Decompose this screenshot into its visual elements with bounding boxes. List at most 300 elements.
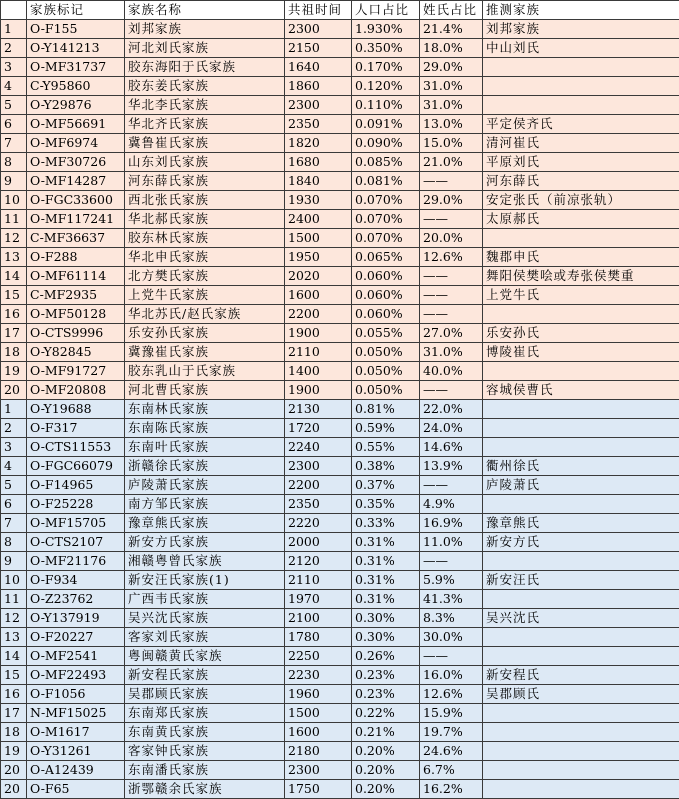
cell-surname-share: —— bbox=[420, 552, 483, 571]
cell-clan-code: O-F20227 bbox=[27, 628, 125, 647]
cell-clan-name: 东南潘氏家族 bbox=[125, 761, 285, 780]
cell-clan-code: O-MF50128 bbox=[27, 305, 125, 324]
cell-population-share: 0.050% bbox=[352, 343, 420, 362]
header-inferred-clan: 推测家族 bbox=[483, 1, 679, 20]
table-row bbox=[1, 324, 679, 343]
cell-rank: 20 bbox=[1, 381, 27, 400]
cell-rank: 17 bbox=[1, 324, 27, 343]
table-row bbox=[1, 590, 679, 609]
cell-inferred-clan bbox=[483, 438, 679, 457]
header-clan-name: 家族名称 bbox=[125, 1, 285, 20]
cell-common-ancestor-time: 2200 bbox=[285, 305, 352, 324]
cell-clan-code: O-MF2541 bbox=[27, 647, 125, 666]
cell-surname-share: 29.0% bbox=[420, 191, 483, 210]
cell-clan-code: O-F14965 bbox=[27, 476, 125, 495]
cell-population-share: 0.37% bbox=[352, 476, 420, 495]
cell-clan-name: 豫章熊氏家族 bbox=[125, 514, 285, 533]
cell-rank: 9 bbox=[1, 172, 27, 191]
cell-common-ancestor-time: 1780 bbox=[285, 628, 352, 647]
cell-common-ancestor-time: 1500 bbox=[285, 229, 352, 248]
cell-rank: 15 bbox=[1, 286, 27, 305]
cell-surname-share: 12.6% bbox=[420, 248, 483, 267]
table-row bbox=[1, 704, 679, 723]
cell-inferred-clan bbox=[483, 495, 679, 514]
cell-population-share: 0.090% bbox=[352, 134, 420, 153]
cell-population-share: 0.23% bbox=[352, 666, 420, 685]
cell-common-ancestor-time: 1720 bbox=[285, 419, 352, 438]
cell-clan-name: 北方樊氏家族 bbox=[125, 267, 285, 286]
cell-rank: 16 bbox=[1, 305, 27, 324]
cell-clan-name: 上党牛氏家族 bbox=[125, 286, 285, 305]
cell-clan-name: 新安程氏家族 bbox=[125, 666, 285, 685]
cell-clan-code: O-F317 bbox=[27, 419, 125, 438]
cell-surname-share: 13.0% bbox=[420, 115, 483, 134]
table-row bbox=[1, 495, 679, 514]
cell-surname-share: 4.9% bbox=[420, 495, 483, 514]
cell-clan-code: O-MF20808 bbox=[27, 381, 125, 400]
cell-inferred-clan bbox=[483, 704, 679, 723]
cell-clan-code: O-Y141213 bbox=[27, 39, 125, 58]
cell-clan-code: O-MF61114 bbox=[27, 267, 125, 286]
cell-rank: 19 bbox=[1, 362, 27, 381]
table-row bbox=[1, 533, 679, 552]
cell-inferred-clan bbox=[483, 628, 679, 647]
cell-population-share: 0.30% bbox=[352, 628, 420, 647]
cell-clan-code: O-Y19688 bbox=[27, 400, 125, 419]
cell-clan-name: 胶东姜氏家族 bbox=[125, 77, 285, 96]
cell-clan-code: O-F934 bbox=[27, 571, 125, 590]
cell-common-ancestor-time: 2110 bbox=[285, 343, 352, 362]
cell-clan-code: O-MF30726 bbox=[27, 153, 125, 172]
cell-inferred-clan: 新安方氏 bbox=[483, 533, 679, 552]
cell-clan-name: 东南郑氏家族 bbox=[125, 704, 285, 723]
cell-population-share: 0.20% bbox=[352, 780, 420, 799]
cell-clan-name: 刘邦家族 bbox=[125, 20, 285, 39]
cell-clan-code: O-MF91727 bbox=[27, 362, 125, 381]
cell-rank: 3 bbox=[1, 58, 27, 77]
cell-clan-name: 山东刘氏家族 bbox=[125, 153, 285, 172]
cell-surname-share: 14.6% bbox=[420, 438, 483, 457]
cell-common-ancestor-time: 1950 bbox=[285, 248, 352, 267]
cell-rank: 19 bbox=[1, 742, 27, 761]
cell-surname-share: 31.0% bbox=[420, 77, 483, 96]
cell-population-share: 0.060% bbox=[352, 305, 420, 324]
table-row bbox=[1, 571, 679, 590]
cell-surname-share: 16.9% bbox=[420, 514, 483, 533]
table-row bbox=[1, 343, 679, 362]
cell-surname-share: 30.0% bbox=[420, 628, 483, 647]
cell-population-share: 0.070% bbox=[352, 229, 420, 248]
cell-inferred-clan: 舞阳侯樊哙或寿张侯樊重 bbox=[483, 267, 679, 286]
cell-population-share: 0.38% bbox=[352, 457, 420, 476]
cell-surname-share: 24.0% bbox=[420, 419, 483, 438]
cell-common-ancestor-time: 1960 bbox=[285, 685, 352, 704]
cell-clan-code: O-Z23762 bbox=[27, 590, 125, 609]
cell-clan-name: 广西韦氏家族 bbox=[125, 590, 285, 609]
cell-clan-code: O-Y29876 bbox=[27, 96, 125, 115]
header-rank bbox=[1, 1, 27, 20]
cell-rank: 20 bbox=[1, 780, 27, 799]
table-row bbox=[1, 305, 679, 324]
cell-inferred-clan bbox=[483, 761, 679, 780]
cell-population-share: 0.081% bbox=[352, 172, 420, 191]
cell-population-share: 0.31% bbox=[352, 571, 420, 590]
cell-rank: 20 bbox=[1, 761, 27, 780]
cell-rank: 5 bbox=[1, 96, 27, 115]
cell-inferred-clan bbox=[483, 77, 679, 96]
cell-rank: 10 bbox=[1, 571, 27, 590]
cell-clan-code: O-MF22493 bbox=[27, 666, 125, 685]
cell-rank: 11 bbox=[1, 590, 27, 609]
cell-clan-name: 新安汪氏家族(1) bbox=[125, 571, 285, 590]
cell-inferred-clan: 博陵崔氏 bbox=[483, 343, 679, 362]
cell-clan-name: 东南叶氏家族 bbox=[125, 438, 285, 457]
cell-population-share: 0.110% bbox=[352, 96, 420, 115]
cell-clan-name: 浙鄂赣余氏家族 bbox=[125, 780, 285, 799]
cell-clan-name: 胶东乳山于氏家族 bbox=[125, 362, 285, 381]
cell-population-share: 0.070% bbox=[352, 191, 420, 210]
cell-rank: 8 bbox=[1, 153, 27, 172]
cell-clan-code: O-Y137919 bbox=[27, 609, 125, 628]
cell-rank: 1 bbox=[1, 20, 27, 39]
cell-common-ancestor-time: 1900 bbox=[285, 324, 352, 343]
cell-surname-share: 19.7% bbox=[420, 723, 483, 742]
cell-clan-code: O-MF21176 bbox=[27, 552, 125, 571]
cell-common-ancestor-time: 2150 bbox=[285, 39, 352, 58]
cell-common-ancestor-time: 2110 bbox=[285, 571, 352, 590]
cell-common-ancestor-time: 2230 bbox=[285, 666, 352, 685]
cell-rank: 18 bbox=[1, 343, 27, 362]
cell-clan-code: C-MF36637 bbox=[27, 229, 125, 248]
cell-rank: 4 bbox=[1, 77, 27, 96]
cell-population-share: 0.81% bbox=[352, 400, 420, 419]
cell-surname-share: 6.7% bbox=[420, 761, 483, 780]
cell-rank: 12 bbox=[1, 229, 27, 248]
cell-population-share: 0.120% bbox=[352, 77, 420, 96]
cell-clan-name: 东南林氏家族 bbox=[125, 400, 285, 419]
cell-rank: 13 bbox=[1, 628, 27, 647]
cell-common-ancestor-time: 2020 bbox=[285, 267, 352, 286]
table-row bbox=[1, 172, 679, 191]
cell-clan-code: O-Y82845 bbox=[27, 343, 125, 362]
cell-population-share: 0.22% bbox=[352, 704, 420, 723]
cell-common-ancestor-time: 2300 bbox=[285, 761, 352, 780]
cell-surname-share: 31.0% bbox=[420, 343, 483, 362]
cell-inferred-clan: 清河崔氏 bbox=[483, 134, 679, 153]
cell-inferred-clan bbox=[483, 229, 679, 248]
cell-rank: 7 bbox=[1, 514, 27, 533]
table-row bbox=[1, 723, 679, 742]
cell-clan-name: 东南陈氏家族 bbox=[125, 419, 285, 438]
cell-population-share: 0.26% bbox=[352, 647, 420, 666]
cell-population-share: 0.20% bbox=[352, 761, 420, 780]
cell-surname-share: —— bbox=[420, 172, 483, 191]
cell-rank: 15 bbox=[1, 666, 27, 685]
cell-inferred-clan: 乐安孙氏 bbox=[483, 324, 679, 343]
cell-rank: 14 bbox=[1, 267, 27, 286]
cell-inferred-clan: 上党牛氏 bbox=[483, 286, 679, 305]
cell-surname-share: —— bbox=[420, 647, 483, 666]
table-row bbox=[1, 628, 679, 647]
cell-inferred-clan: 吴兴沈氏 bbox=[483, 609, 679, 628]
cell-inferred-clan bbox=[483, 647, 679, 666]
cell-clan-code: O-FGC66079 bbox=[27, 457, 125, 476]
cell-clan-name: 吴郡顾氏家族 bbox=[125, 685, 285, 704]
cell-surname-share: 27.0% bbox=[420, 324, 483, 343]
cell-inferred-clan bbox=[483, 58, 679, 77]
cell-common-ancestor-time: 2100 bbox=[285, 609, 352, 628]
cell-surname-share: 13.9% bbox=[420, 457, 483, 476]
cell-inferred-clan: 平定侯齐氏 bbox=[483, 115, 679, 134]
cell-clan-code: O-CTS2107 bbox=[27, 533, 125, 552]
cell-clan-code: O-F288 bbox=[27, 248, 125, 267]
table-row bbox=[1, 153, 679, 172]
cell-population-share: 0.20% bbox=[352, 742, 420, 761]
cell-clan-code: N-MF15025 bbox=[27, 704, 125, 723]
cell-surname-share: 29.0% bbox=[420, 58, 483, 77]
cell-common-ancestor-time: 1860 bbox=[285, 77, 352, 96]
cell-clan-name: 华北郝氏家族 bbox=[125, 210, 285, 229]
cell-rank: 1 bbox=[1, 400, 27, 419]
cell-common-ancestor-time: 2250 bbox=[285, 647, 352, 666]
cell-common-ancestor-time: 2130 bbox=[285, 400, 352, 419]
cell-rank: 9 bbox=[1, 552, 27, 571]
cell-clan-code: C-MF2935 bbox=[27, 286, 125, 305]
table-row bbox=[1, 476, 679, 495]
cell-inferred-clan: 中山刘氏 bbox=[483, 39, 679, 58]
table-row bbox=[1, 286, 679, 305]
cell-common-ancestor-time: 2400 bbox=[285, 210, 352, 229]
cell-inferred-clan: 河东薛氏 bbox=[483, 172, 679, 191]
cell-population-share: 1.930% bbox=[352, 20, 420, 39]
cell-clan-code: O-Y31261 bbox=[27, 742, 125, 761]
cell-surname-share: —— bbox=[420, 476, 483, 495]
cell-population-share: 0.070% bbox=[352, 210, 420, 229]
cell-clan-name: 客家刘氏家族 bbox=[125, 628, 285, 647]
cell-inferred-clan bbox=[483, 419, 679, 438]
cell-common-ancestor-time: 1680 bbox=[285, 153, 352, 172]
cell-rank: 17 bbox=[1, 704, 27, 723]
cell-surname-share: —— bbox=[420, 305, 483, 324]
cell-inferred-clan: 庐陵萧氏 bbox=[483, 476, 679, 495]
cell-clan-name: 冀豫崔氏家族 bbox=[125, 343, 285, 362]
cell-common-ancestor-time: 1820 bbox=[285, 134, 352, 153]
cell-population-share: 0.050% bbox=[352, 362, 420, 381]
cell-inferred-clan bbox=[483, 742, 679, 761]
cell-common-ancestor-time: 1500 bbox=[285, 704, 352, 723]
cell-surname-share: 12.6% bbox=[420, 685, 483, 704]
header-clan-code: 家族标记 bbox=[27, 1, 125, 20]
cell-population-share: 0.050% bbox=[352, 381, 420, 400]
cell-surname-share: 24.6% bbox=[420, 742, 483, 761]
cell-rank: 12 bbox=[1, 609, 27, 628]
cell-inferred-clan: 平原刘氏 bbox=[483, 153, 679, 172]
cell-inferred-clan: 吴郡顾氏 bbox=[483, 685, 679, 704]
cell-population-share: 0.091% bbox=[352, 115, 420, 134]
cell-clan-name: 客家钟氏家族 bbox=[125, 742, 285, 761]
cell-surname-share: 15.9% bbox=[420, 704, 483, 723]
cell-population-share: 0.59% bbox=[352, 419, 420, 438]
cell-rank: 5 bbox=[1, 476, 27, 495]
cell-rank: 6 bbox=[1, 115, 27, 134]
cell-clan-code: O-MF14287 bbox=[27, 172, 125, 191]
cell-population-share: 0.21% bbox=[352, 723, 420, 742]
cell-inferred-clan bbox=[483, 362, 679, 381]
cell-clan-code: O-F1056 bbox=[27, 685, 125, 704]
cell-surname-share: 16.0% bbox=[420, 666, 483, 685]
cell-inferred-clan bbox=[483, 590, 679, 609]
table-body bbox=[1, 20, 679, 799]
cell-common-ancestor-time: 2200 bbox=[285, 476, 352, 495]
table-row bbox=[1, 685, 679, 704]
cell-population-share: 0.065% bbox=[352, 248, 420, 267]
cell-clan-code: O-MF31737 bbox=[27, 58, 125, 77]
cell-clan-code: O-CTS9996 bbox=[27, 324, 125, 343]
cell-common-ancestor-time: 2120 bbox=[285, 552, 352, 571]
cell-population-share: 0.055% bbox=[352, 324, 420, 343]
cell-common-ancestor-time: 2300 bbox=[285, 20, 352, 39]
cell-clan-code: O-M1617 bbox=[27, 723, 125, 742]
cell-inferred-clan: 新安程氏 bbox=[483, 666, 679, 685]
table-row bbox=[1, 761, 679, 780]
cell-population-share: 0.31% bbox=[352, 533, 420, 552]
cell-common-ancestor-time: 2300 bbox=[285, 457, 352, 476]
cell-population-share: 0.30% bbox=[352, 609, 420, 628]
cell-population-share: 0.060% bbox=[352, 286, 420, 305]
cell-common-ancestor-time: 2180 bbox=[285, 742, 352, 761]
cell-common-ancestor-time: 1640 bbox=[285, 58, 352, 77]
table-row bbox=[1, 115, 679, 134]
header-surname-share: 姓氏占比 bbox=[420, 1, 483, 20]
cell-inferred-clan bbox=[483, 400, 679, 419]
cell-clan-code: O-F25228 bbox=[27, 495, 125, 514]
cell-common-ancestor-time: 2350 bbox=[285, 115, 352, 134]
cell-inferred-clan bbox=[483, 305, 679, 324]
cell-clan-name: 吴兴沈氏家族 bbox=[125, 609, 285, 628]
cell-clan-name: 新安方氏家族 bbox=[125, 533, 285, 552]
cell-clan-name: 南方邹氏家族 bbox=[125, 495, 285, 514]
cell-inferred-clan bbox=[483, 96, 679, 115]
cell-clan-name: 乐安孙氏家族 bbox=[125, 324, 285, 343]
table-row bbox=[1, 419, 679, 438]
cell-clan-code: O-FGC33600 bbox=[27, 191, 125, 210]
table-row bbox=[1, 77, 679, 96]
cell-rank: 18 bbox=[1, 723, 27, 742]
header-population-share: 人口占比 bbox=[352, 1, 420, 20]
cell-clan-code: O-F155 bbox=[27, 20, 125, 39]
cell-clan-code: O-F65 bbox=[27, 780, 125, 799]
cell-inferred-clan: 新安汪氏 bbox=[483, 571, 679, 590]
cell-rank: 2 bbox=[1, 39, 27, 58]
cell-clan-name: 庐陵萧氏家族 bbox=[125, 476, 285, 495]
cell-inferred-clan bbox=[483, 552, 679, 571]
cell-common-ancestor-time: 1600 bbox=[285, 723, 352, 742]
cell-clan-code: O-CTS11553 bbox=[27, 438, 125, 457]
cell-clan-name: 华北申氏家族 bbox=[125, 248, 285, 267]
table-row bbox=[1, 438, 679, 457]
table-row bbox=[1, 742, 679, 761]
cell-common-ancestor-time: 2000 bbox=[285, 533, 352, 552]
cell-common-ancestor-time: 2240 bbox=[285, 438, 352, 457]
cell-surname-share: —— bbox=[420, 381, 483, 400]
cell-rank: 16 bbox=[1, 685, 27, 704]
table-row bbox=[1, 96, 679, 115]
cell-clan-name: 华北李氏家族 bbox=[125, 96, 285, 115]
cell-clan-name: 华北齐氏家族 bbox=[125, 115, 285, 134]
table-row bbox=[1, 191, 679, 210]
cell-population-share: 0.060% bbox=[352, 267, 420, 286]
cell-inferred-clan: 太原郝氏 bbox=[483, 210, 679, 229]
cell-clan-code: O-A12439 bbox=[27, 761, 125, 780]
cell-surname-share: 21.0% bbox=[420, 153, 483, 172]
cell-surname-share: 5.9% bbox=[420, 571, 483, 590]
table-row bbox=[1, 514, 679, 533]
cell-population-share: 0.31% bbox=[352, 552, 420, 571]
cell-surname-share: 15.0% bbox=[420, 134, 483, 153]
cell-clan-code: O-MF15705 bbox=[27, 514, 125, 533]
cell-clan-name: 西北张氏家族 bbox=[125, 191, 285, 210]
cell-common-ancestor-time: 1750 bbox=[285, 780, 352, 799]
cell-clan-code: O-MF6974 bbox=[27, 134, 125, 153]
cell-inferred-clan bbox=[483, 723, 679, 742]
table-row bbox=[1, 267, 679, 286]
cell-clan-name: 河北曹氏家族 bbox=[125, 381, 285, 400]
cell-surname-share: 31.0% bbox=[420, 96, 483, 115]
cell-common-ancestor-time: 2220 bbox=[285, 514, 352, 533]
cell-clan-code: O-MF56691 bbox=[27, 115, 125, 134]
table-row bbox=[1, 647, 679, 666]
cell-inferred-clan bbox=[483, 780, 679, 799]
cell-common-ancestor-time: 1840 bbox=[285, 172, 352, 191]
table-row bbox=[1, 362, 679, 381]
cell-rank: 7 bbox=[1, 134, 27, 153]
cell-surname-share: —— bbox=[420, 267, 483, 286]
cell-surname-share: —— bbox=[420, 286, 483, 305]
cell-clan-name: 冀鲁崔氏家族 bbox=[125, 134, 285, 153]
cell-rank: 10 bbox=[1, 191, 27, 210]
cell-common-ancestor-time: 1900 bbox=[285, 381, 352, 400]
table-row bbox=[1, 381, 679, 400]
cell-rank: 2 bbox=[1, 419, 27, 438]
cell-clan-name: 东南黄氏家族 bbox=[125, 723, 285, 742]
cell-rank: 6 bbox=[1, 495, 27, 514]
cell-surname-share: 11.0% bbox=[420, 533, 483, 552]
cell-population-share: 0.085% bbox=[352, 153, 420, 172]
cell-surname-share: 8.3% bbox=[420, 609, 483, 628]
table-row bbox=[1, 229, 679, 248]
cell-clan-name: 粤闽赣黄氏家族 bbox=[125, 647, 285, 666]
cell-population-share: 0.23% bbox=[352, 685, 420, 704]
cell-surname-share: 40.0% bbox=[420, 362, 483, 381]
cell-rank: 3 bbox=[1, 438, 27, 457]
cell-clan-name: 胶东林氏家族 bbox=[125, 229, 285, 248]
cell-rank: 8 bbox=[1, 533, 27, 552]
table-row bbox=[1, 457, 679, 476]
cell-surname-share: 22.0% bbox=[420, 400, 483, 419]
table-row bbox=[1, 609, 679, 628]
cell-inferred-clan: 刘邦家族 bbox=[483, 20, 679, 39]
cell-clan-code: C-Y95860 bbox=[27, 77, 125, 96]
cell-common-ancestor-time: 1400 bbox=[285, 362, 352, 381]
header-row bbox=[1, 1, 679, 20]
cell-clan-name: 胶东海阳于氏家族 bbox=[125, 58, 285, 77]
cell-surname-share: 41.3% bbox=[420, 590, 483, 609]
cell-surname-share: 21.4% bbox=[420, 20, 483, 39]
table-row bbox=[1, 20, 679, 39]
cell-population-share: 0.55% bbox=[352, 438, 420, 457]
cell-rank: 11 bbox=[1, 210, 27, 229]
cell-common-ancestor-time: 1600 bbox=[285, 286, 352, 305]
